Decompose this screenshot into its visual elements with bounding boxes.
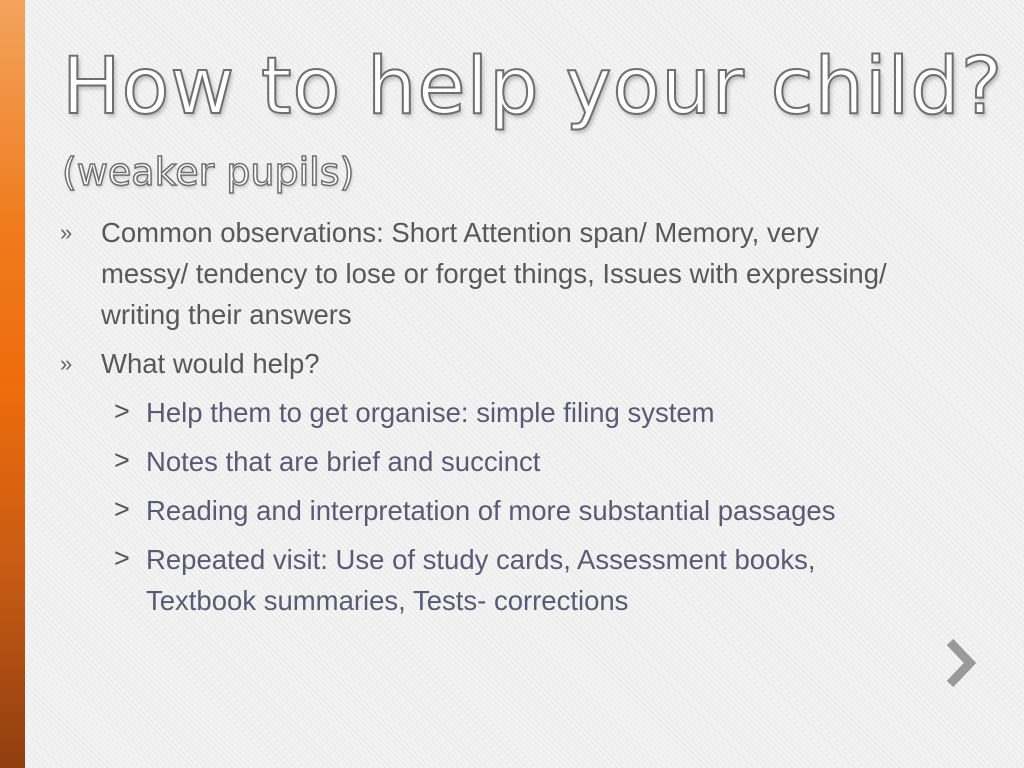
- bullet-text: What would help?: [101, 348, 320, 379]
- sub-bullet-text: Reading and interpretation of more substantial passages: [146, 495, 836, 526]
- bullet-what-would-help: [60, 343, 910, 384]
- double-chevron-bullet-icon: »: [60, 351, 73, 376]
- sub-bullet-text: Help them to get organise: simple filing system: [146, 397, 715, 428]
- slide-title: How to help your child?: [62, 42, 1004, 132]
- sub-bullet-repeated-visit: [60, 539, 910, 621]
- sub-bullet-reading: [60, 490, 910, 531]
- slide-subtitle: (weaker pupils): [62, 150, 355, 194]
- chevron-bullet-icon: >: [114, 445, 130, 475]
- chevron-bullet-icon: >: [114, 396, 130, 426]
- sub-bullet-text: Repeated visit: Use of study cards, Assessment books, Textbook summaries, Tests- corrections: [146, 544, 816, 616]
- slide-content: [60, 212, 910, 629]
- sub-bullet-notes: [60, 441, 910, 482]
- bullet-text: Common observations: Short Attention span/ Memory, very messy/ tendency to lose or forget things, Issues with expressing/ writing their answers: [101, 217, 887, 330]
- chevron-right-icon[interactable]: [938, 628, 982, 698]
- sub-bullet-organise: [60, 392, 910, 433]
- chevron-bullet-icon: >: [114, 543, 130, 573]
- sub-bullet-text: Notes that are brief and succinct: [146, 446, 541, 477]
- bullet-common-observations: [60, 212, 910, 335]
- accent-sidebar-bar: [0, 0, 25, 768]
- double-chevron-bullet-icon: »: [60, 220, 73, 245]
- chevron-bullet-icon: >: [114, 494, 130, 524]
